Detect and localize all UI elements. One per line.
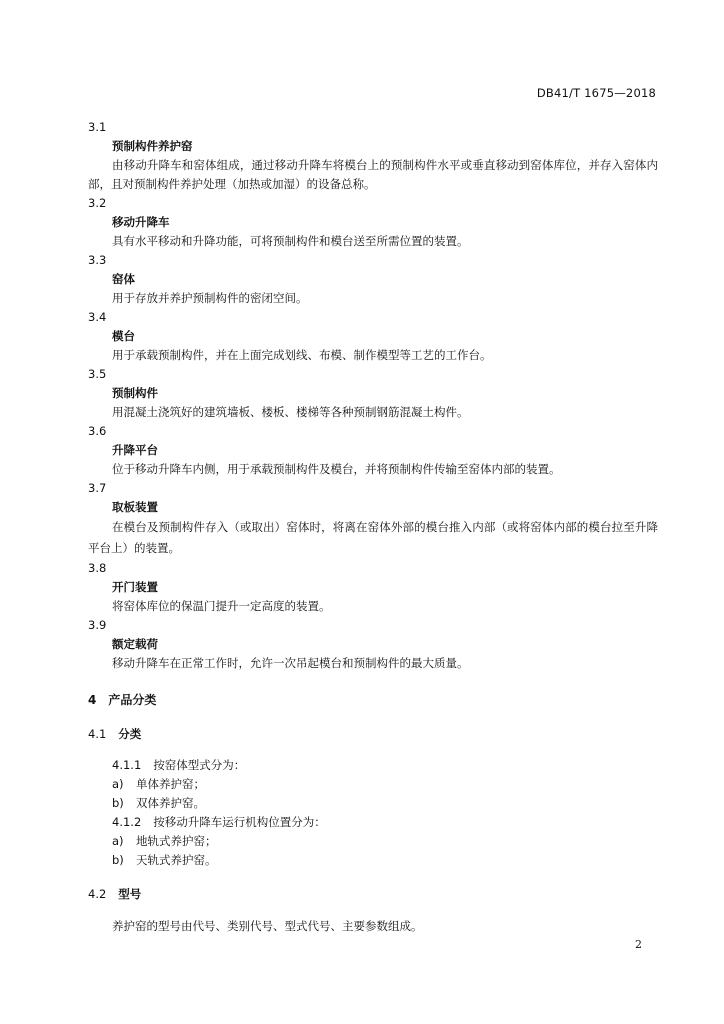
list-item-text: 天轨式养护窑。 xyxy=(136,853,217,867)
page-content xyxy=(88,118,658,936)
term-name: 窑体 xyxy=(112,272,135,286)
term-number: 3.3 xyxy=(88,253,107,267)
list-item xyxy=(112,775,658,794)
list-item xyxy=(112,832,658,851)
section-number: 4.2 xyxy=(88,887,107,901)
term-name: 模台 xyxy=(112,329,135,343)
term-definition: 用于承载预制构件，并在上面完成划线、布模、制作模型等工艺的工作台。 xyxy=(112,348,492,362)
term-number: 3.8 xyxy=(88,561,107,575)
list-marker: a) xyxy=(112,777,124,791)
term-definition: 具有水平移动和升降功能，可将预制构件和模台送至所需位置的装置。 xyxy=(112,234,469,248)
term-name: 额定载荷 xyxy=(112,637,158,651)
list-item xyxy=(112,851,658,870)
subclause-text: 按移动升降车运行机构位置分为： xyxy=(153,815,326,829)
term-name: 预制构件养护窑 xyxy=(112,139,193,153)
classification-list xyxy=(88,756,658,870)
term-3-8 xyxy=(88,559,658,616)
term-definition: 位于移动升降车内侧，用于承载预制构件及模台，并将预制构件传输至窑体内部的装置。 xyxy=(112,462,561,476)
subclause-number: 4.1.2 xyxy=(112,815,142,829)
term-name: 取板装置 xyxy=(112,500,158,514)
list-marker: b) xyxy=(112,796,124,810)
term-definition: 由移动升降车和窑体组成，通过移动升降车将模台上的预制构件水平或垂直移动到窑体库位，并存入窑体内部，且对预制构件养护处理（加热或加湿）的设备总称。 xyxy=(88,158,658,191)
term-3-4 xyxy=(88,308,658,365)
document-code: DB41/T 1675—2018 xyxy=(536,86,656,100)
list-item xyxy=(112,794,658,813)
term-number: 3.4 xyxy=(88,310,107,324)
section-title: 型号 xyxy=(118,887,142,901)
term-number: 3.7 xyxy=(88,481,107,495)
term-definition: 移动升降车在正常工作时，允许一次吊起模台和预制构件的最大质量。 xyxy=(112,656,469,670)
term-3-1 xyxy=(88,118,658,194)
term-name: 预制构件 xyxy=(112,386,158,400)
term-number: 3.5 xyxy=(88,367,107,381)
section-heading-4-1 xyxy=(88,724,658,744)
term-number: 3.9 xyxy=(88,618,107,632)
term-3-3 xyxy=(88,251,658,308)
list-item-text: 单体养护窑； xyxy=(136,777,205,791)
chapter-title: 产品分类 xyxy=(108,693,157,707)
chapter-heading xyxy=(88,690,658,710)
subclause-4-1-1 xyxy=(112,756,658,775)
list-marker: b) xyxy=(112,853,124,867)
term-definition: 在模台及预制构件存入（或取出）窑体时，将离在窑体外部的模台推入内部（或将窑体内部的模台拉至升降平台上）的装置。 xyxy=(88,520,658,555)
term-definition: 用混凝土浇筑好的建筑墙板、楼板、楼梯等各种预制钢筋混凝土构件。 xyxy=(112,405,469,419)
model-paragraph: 养护窑的型号由代号、类别代号、型式代号、主要参数组成。 xyxy=(112,919,423,933)
subclause-number: 4.1.1 xyxy=(112,758,142,772)
term-3-5 xyxy=(88,365,658,422)
term-name: 升降平台 xyxy=(112,443,158,457)
section-title: 分类 xyxy=(118,727,142,741)
list-marker: a) xyxy=(112,834,124,848)
subclause-text: 按窑体型式分为： xyxy=(153,758,246,772)
section-number: 4.1 xyxy=(88,727,107,741)
chapter-number: 4 xyxy=(88,693,97,707)
term-3-7 xyxy=(88,479,658,559)
list-item-text: 双体养护窑。 xyxy=(136,796,205,810)
term-3-9 xyxy=(88,616,658,673)
term-3-2 xyxy=(88,194,658,251)
term-definition: 用于存放并养护预制构件的密闭空间。 xyxy=(112,291,308,305)
term-3-6 xyxy=(88,422,658,479)
term-number: 3.6 xyxy=(88,424,107,438)
term-definition: 将窑体库位的保温门提升一定高度的装置。 xyxy=(112,599,331,613)
term-name: 开门装置 xyxy=(112,580,158,594)
page-number: 2 xyxy=(635,938,642,951)
term-number: 3.2 xyxy=(88,196,107,210)
term-number: 3.1 xyxy=(88,120,107,134)
section-heading-4-2 xyxy=(88,884,658,904)
term-name: 移动升降车 xyxy=(112,215,170,229)
subclause-4-1-2 xyxy=(112,813,658,832)
list-item-text: 地轨式养护窑； xyxy=(136,834,217,848)
